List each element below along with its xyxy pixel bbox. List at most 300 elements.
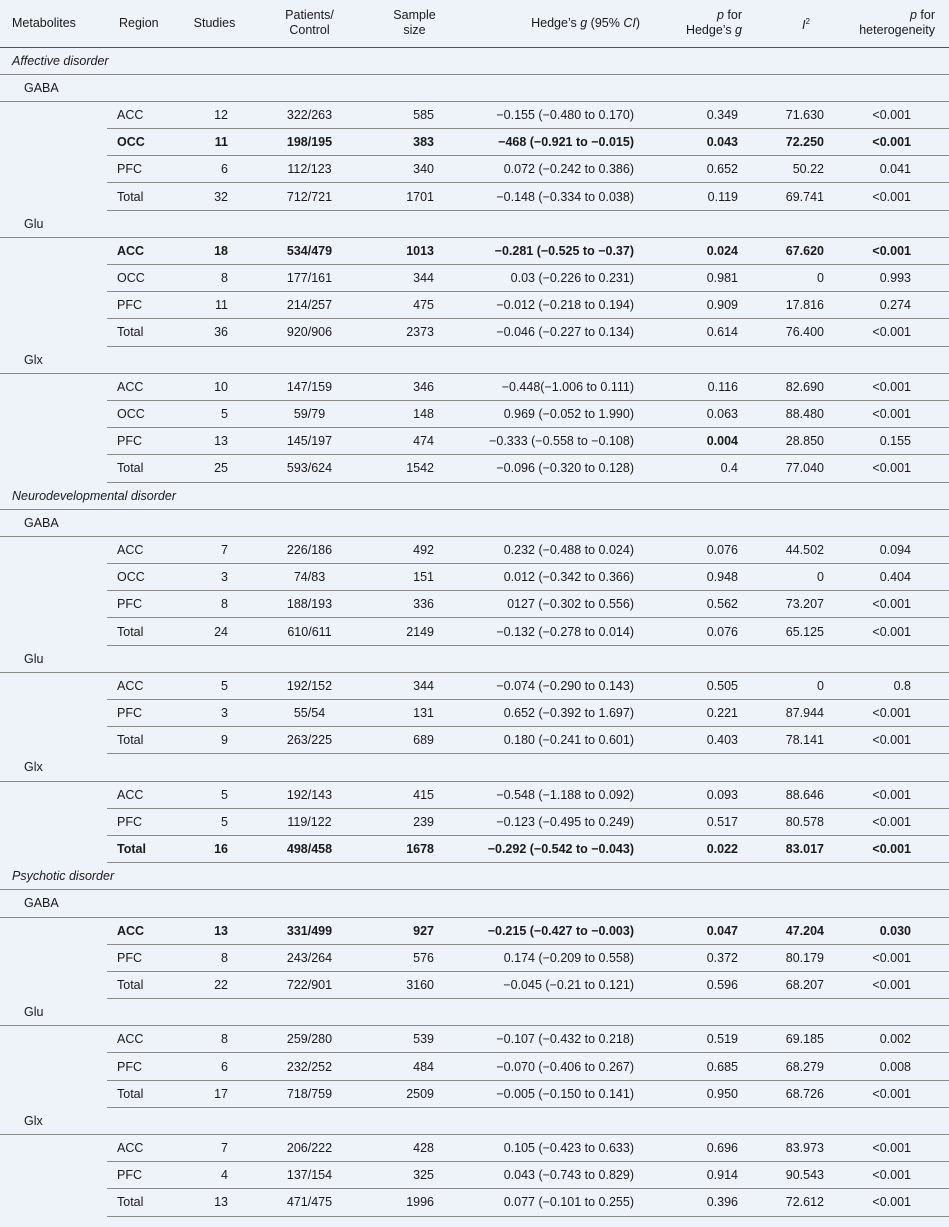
cell-i2: 67.620 xyxy=(762,237,850,264)
cell-metabolite xyxy=(0,1162,107,1189)
cell-metabolite xyxy=(0,564,107,591)
cell-region: Total xyxy=(107,835,177,862)
disorder-group-row xyxy=(0,47,949,74)
cell-patients-control: 712/721 xyxy=(252,183,367,210)
cell-patients-control: 119/122 xyxy=(252,808,367,835)
cell-region: OCC xyxy=(107,129,177,156)
cell-sample-size: 539 xyxy=(367,1026,462,1053)
cell-patients-control: 192/143 xyxy=(252,781,367,808)
cell-metabolite xyxy=(0,672,107,699)
cell-p-heterogeneity: 0.002 xyxy=(850,1026,949,1053)
cell-sample-size: 239 xyxy=(367,808,462,835)
cell-p-hedges: 0.349 xyxy=(670,101,762,128)
cell-hedges-g: −0.155 (−0.480 to 0.170) xyxy=(462,101,670,128)
cell-sample-size: 428 xyxy=(367,1135,462,1162)
cell-studies: 8 xyxy=(177,944,252,971)
metabolite-row xyxy=(0,1107,949,1134)
cell-region: OCC xyxy=(107,400,177,427)
cell-i2: 65.125 xyxy=(762,618,850,645)
cell-i2: 69.741 xyxy=(762,183,850,210)
table-row xyxy=(0,319,949,346)
cell-i2: 76.400 xyxy=(762,319,850,346)
cell-patients-control: 322/263 xyxy=(252,101,367,128)
cell-studies: 10 xyxy=(177,373,252,400)
cell-sample-size: 576 xyxy=(367,944,462,971)
cell-hedges-g: −0.012 (−0.218 to 0.194) xyxy=(462,292,670,319)
col-sample-size: Sample size xyxy=(367,0,462,47)
cell-region: PFC xyxy=(107,700,177,727)
cell-p-hedges: 0.652 xyxy=(670,156,762,183)
cell-p-heterogeneity: <0.001 xyxy=(850,373,949,400)
cell-hedges-g: 0.043 (−0.743 to 0.829) xyxy=(462,1162,670,1189)
disorder-group-row xyxy=(0,863,949,890)
cell-studies: 5 xyxy=(177,781,252,808)
cell-sample-size: 3160 xyxy=(367,971,462,998)
cell-p-heterogeneity: <0.001 xyxy=(850,129,949,156)
cell-hedges-g: −0.046 (−0.227 to 0.134) xyxy=(462,319,670,346)
cell-metabolite xyxy=(0,808,107,835)
cell-studies: 5 xyxy=(177,808,252,835)
col-patients-control: Patients/ Control xyxy=(252,0,367,47)
cell-hedges-g: −468 (−0.921 to −0.015) xyxy=(462,129,670,156)
cell-p-hedges: 0.909 xyxy=(670,292,762,319)
cell-hedges-g: 0.077 (−0.101 to 0.255) xyxy=(462,1189,670,1216)
cell-i2: 50.22 xyxy=(762,156,850,183)
cell-patients-control: 534/479 xyxy=(252,237,367,264)
cell-p-heterogeneity: <0.001 xyxy=(850,1162,949,1189)
cell-p-hedges: 0.981 xyxy=(670,265,762,292)
cell-p-hedges: 0.614 xyxy=(670,319,762,346)
cell-sample-size: 151 xyxy=(367,564,462,591)
cell-sample-size: 1701 xyxy=(367,183,462,210)
cell-hedges-g: −0.123 (−0.495 to 0.249) xyxy=(462,808,670,835)
cell-metabolite xyxy=(0,1053,107,1080)
cell-i2: 90.543 xyxy=(762,1162,850,1189)
cell-sample-size: 2149 xyxy=(367,618,462,645)
table-row xyxy=(0,455,949,482)
cell-studies: 22 xyxy=(177,971,252,998)
table-row xyxy=(0,944,949,971)
cell-metabolite xyxy=(0,265,107,292)
cell-patients-control: 226/186 xyxy=(252,536,367,563)
cell-p-hedges: 0.596 xyxy=(670,971,762,998)
cell-sample-size: 415 xyxy=(367,781,462,808)
col-i2: $I^2$ xyxy=(762,0,850,47)
cell-p-hedges: 0.914 xyxy=(670,1162,762,1189)
col-hedges-g: Hedge’s g (95% CI) xyxy=(462,0,670,47)
cell-hedges-g: 0.012 (−0.342 to 0.366) xyxy=(462,564,670,591)
cell-metabolite xyxy=(0,727,107,754)
cell-patients-control: 610/611 xyxy=(252,618,367,645)
cell-p-heterogeneity: <0.001 xyxy=(850,618,949,645)
cell-patients-control: 263/225 xyxy=(252,727,367,754)
table-row xyxy=(0,183,949,210)
metabolite-row xyxy=(0,210,949,237)
cell-region: ACC xyxy=(107,781,177,808)
cell-i2: 88.480 xyxy=(762,400,850,427)
cell-patients-control: 498/458 xyxy=(252,835,367,862)
table-row xyxy=(0,400,949,427)
cell-i2: 68.279 xyxy=(762,1053,850,1080)
cell-metabolite xyxy=(0,319,107,346)
cell-metabolite xyxy=(0,292,107,319)
cell-studies: 8 xyxy=(177,591,252,618)
table-row xyxy=(0,835,949,862)
cell-hedges-g: 0.105 (−0.423 to 0.633) xyxy=(462,1135,670,1162)
cell-p-heterogeneity: <0.001 xyxy=(850,455,949,482)
cell-p-hedges: 0.396 xyxy=(670,1189,762,1216)
cell-metabolite xyxy=(0,1189,107,1216)
cell-studies: 6 xyxy=(177,1053,252,1080)
cell-region: PFC xyxy=(107,591,177,618)
metabolite-label: Glu xyxy=(0,210,949,237)
table-row xyxy=(0,564,949,591)
table-row xyxy=(0,1135,949,1162)
cell-studies: 3 xyxy=(177,564,252,591)
cell-i2: 80.179 xyxy=(762,944,850,971)
disorder-group-row xyxy=(0,482,949,509)
cell-p-heterogeneity: <0.001 xyxy=(850,1189,949,1216)
cell-metabolite xyxy=(0,129,107,156)
cell-metabolite xyxy=(0,536,107,563)
cell-patients-control: 206/222 xyxy=(252,1135,367,1162)
metabolite-row xyxy=(0,999,949,1026)
cell-studies: 4 xyxy=(177,1162,252,1189)
cell-patients-control: 259/280 xyxy=(252,1026,367,1053)
cell-region: Total xyxy=(107,618,177,645)
table-row xyxy=(0,428,949,455)
cell-p-heterogeneity: <0.001 xyxy=(850,727,949,754)
cell-region: ACC xyxy=(107,101,177,128)
cell-patients-control: 232/252 xyxy=(252,1053,367,1080)
cell-sample-size: 148 xyxy=(367,400,462,427)
cell-hedges-g: −0.292 (−0.542 to −0.043) xyxy=(462,835,670,862)
cell-p-hedges: 0.024 xyxy=(670,237,762,264)
cell-p-hedges: 0.076 xyxy=(670,536,762,563)
cell-sample-size: 1542 xyxy=(367,455,462,482)
cell-p-hedges: 0.4 xyxy=(670,455,762,482)
table-row xyxy=(0,672,949,699)
table-row xyxy=(0,373,949,400)
cell-i2: 0 xyxy=(762,564,850,591)
table-row xyxy=(0,591,949,618)
cell-region: Total xyxy=(107,971,177,998)
cell-p-hedges: 0.022 xyxy=(670,835,762,862)
cell-patients-control: 137/154 xyxy=(252,1162,367,1189)
cell-sample-size: 474 xyxy=(367,428,462,455)
cell-patients-control: 471/475 xyxy=(252,1189,367,1216)
cell-studies: 17 xyxy=(177,1080,252,1107)
cell-metabolite xyxy=(0,156,107,183)
cell-i2: 0 xyxy=(762,672,850,699)
cell-metabolite xyxy=(0,400,107,427)
cell-p-heterogeneity: 0.030 xyxy=(850,917,949,944)
cell-hedges-g: −0.215 (−0.427 to −0.003) xyxy=(462,917,670,944)
cell-p-heterogeneity: <0.001 xyxy=(850,400,949,427)
cell-p-heterogeneity: 0.8 xyxy=(850,672,949,699)
metabolite-row xyxy=(0,645,949,672)
table-row xyxy=(0,237,949,264)
cell-p-hedges: 0.685 xyxy=(670,1053,762,1080)
cell-hedges-g: −0.281 (−0.525 to −0.37) xyxy=(462,237,670,264)
cell-p-hedges: 0.221 xyxy=(670,700,762,727)
cell-p-heterogeneity: <0.001 xyxy=(850,183,949,210)
cell-i2: 78.141 xyxy=(762,727,850,754)
cell-metabolite xyxy=(0,1026,107,1053)
table-row xyxy=(0,265,949,292)
cell-region: Total xyxy=(107,319,177,346)
cell-i2: 83.973 xyxy=(762,1135,850,1162)
metabolite-label: GABA xyxy=(0,890,949,917)
cell-studies: 9 xyxy=(177,727,252,754)
cell-i2: 82.690 xyxy=(762,373,850,400)
cell-patients-control: 718/759 xyxy=(252,1080,367,1107)
cell-p-heterogeneity: <0.001 xyxy=(850,1080,949,1107)
disorder-label: Neurodevelopmental disorder xyxy=(0,482,949,509)
col-studies: Studies xyxy=(177,0,252,47)
cell-hedges-g: −0.070 (−0.406 to 0.267) xyxy=(462,1053,670,1080)
cell-p-hedges: 0.403 xyxy=(670,727,762,754)
cell-patients-control: 59/79 xyxy=(252,400,367,427)
cell-hedges-g: −0.132 (−0.278 to 0.014) xyxy=(462,618,670,645)
cell-i2: 47.204 xyxy=(762,917,850,944)
cell-p-hedges: 0.519 xyxy=(670,1026,762,1053)
cell-sample-size: 492 xyxy=(367,536,462,563)
cell-region: ACC xyxy=(107,536,177,563)
cell-p-hedges: 0.119 xyxy=(670,183,762,210)
cell-p-heterogeneity: <0.001 xyxy=(850,808,949,835)
table-row xyxy=(0,700,949,727)
cell-sample-size: 585 xyxy=(367,101,462,128)
col-metabolites: Metabolites xyxy=(0,0,107,47)
cell-patients-control: 331/499 xyxy=(252,917,367,944)
cell-sample-size: 344 xyxy=(367,672,462,699)
cell-sample-size: 1678 xyxy=(367,835,462,862)
cell-studies: 24 xyxy=(177,618,252,645)
metabolite-row xyxy=(0,74,949,101)
cell-hedges-g: −0.448(−1.006 to 0.111) xyxy=(462,373,670,400)
cell-p-hedges: 0.043 xyxy=(670,129,762,156)
table-row xyxy=(0,727,949,754)
cell-i2: 88.646 xyxy=(762,781,850,808)
cell-hedges-g: −0.548 (−1.188 to 0.092) xyxy=(462,781,670,808)
cell-region: ACC xyxy=(107,672,177,699)
cell-p-hedges: 0.505 xyxy=(670,672,762,699)
table-header xyxy=(0,0,949,47)
metabolite-row xyxy=(0,890,949,917)
cell-i2: 71.630 xyxy=(762,101,850,128)
cell-sample-size: 344 xyxy=(367,265,462,292)
cell-p-hedges: 0.517 xyxy=(670,808,762,835)
table-row xyxy=(0,1189,949,1216)
cell-region: ACC xyxy=(107,373,177,400)
cell-sample-size: 336 xyxy=(367,591,462,618)
cell-p-heterogeneity: <0.001 xyxy=(850,971,949,998)
cell-sample-size: 1013 xyxy=(367,237,462,264)
table-row xyxy=(0,1026,949,1053)
cell-i2: 17.816 xyxy=(762,292,850,319)
table-row xyxy=(0,971,949,998)
cell-i2: 44.502 xyxy=(762,536,850,563)
cell-region: Total xyxy=(107,1189,177,1216)
table-row xyxy=(0,536,949,563)
cell-sample-size: 2373 xyxy=(367,319,462,346)
cell-hedges-g: 0127 (−0.302 to 0.556) xyxy=(462,591,670,618)
cell-region: PFC xyxy=(107,944,177,971)
cell-p-heterogeneity: <0.001 xyxy=(850,835,949,862)
cell-p-hedges: 0.372 xyxy=(670,944,762,971)
table-row xyxy=(0,1053,949,1080)
disorder-label: Psychotic disorder xyxy=(0,863,949,890)
cell-metabolite xyxy=(0,428,107,455)
cell-metabolite xyxy=(0,944,107,971)
cell-p-hedges: 0.047 xyxy=(670,917,762,944)
cell-studies: 8 xyxy=(177,265,252,292)
cell-region: ACC xyxy=(107,1135,177,1162)
metabolite-label: Glx xyxy=(0,1107,949,1134)
cell-p-heterogeneity: <0.001 xyxy=(850,944,949,971)
cell-p-heterogeneity: <0.001 xyxy=(850,591,949,618)
cell-p-heterogeneity: <0.001 xyxy=(850,1135,949,1162)
table-row xyxy=(0,917,949,944)
cell-sample-size: 340 xyxy=(367,156,462,183)
cell-i2: 28.850 xyxy=(762,428,850,455)
disorder-label: Affective disorder xyxy=(0,47,949,74)
cell-region: Total xyxy=(107,455,177,482)
cell-sample-size: 131 xyxy=(367,700,462,727)
cell-p-heterogeneity: 0.404 xyxy=(850,564,949,591)
cell-hedges-g: 0.072 (−0.242 to 0.386) xyxy=(462,156,670,183)
cell-sample-size: 927 xyxy=(367,917,462,944)
cell-hedges-g: 0.232 (−0.488 to 0.024) xyxy=(462,536,670,563)
cell-p-heterogeneity: <0.001 xyxy=(850,319,949,346)
cell-patients-control: 920/906 xyxy=(252,319,367,346)
cell-i2: 83.017 xyxy=(762,835,850,862)
table-row xyxy=(0,1162,949,1189)
cell-studies: 32 xyxy=(177,183,252,210)
cell-metabolite xyxy=(0,237,107,264)
cell-studies: 16 xyxy=(177,835,252,862)
cell-hedges-g: −0.074 (−0.290 to 0.143) xyxy=(462,672,670,699)
cell-p-heterogeneity: 0.274 xyxy=(850,292,949,319)
cell-hedges-g: 0.03 (−0.226 to 0.231) xyxy=(462,265,670,292)
table-row xyxy=(0,781,949,808)
cell-i2: 0 xyxy=(762,265,850,292)
cell-metabolite xyxy=(0,1080,107,1107)
metabolite-label: Glu xyxy=(0,645,949,672)
cell-patients-control: 145/197 xyxy=(252,428,367,455)
cell-p-hedges: 0.063 xyxy=(670,400,762,427)
cell-p-hedges: 0.696 xyxy=(670,1135,762,1162)
metabolite-row xyxy=(0,754,949,781)
cell-p-heterogeneity: 0.041 xyxy=(850,156,949,183)
cell-i2: 72.250 xyxy=(762,129,850,156)
cell-sample-size: 346 xyxy=(367,373,462,400)
cell-sample-size: 2509 xyxy=(367,1080,462,1107)
cell-region: PFC xyxy=(107,428,177,455)
table-row xyxy=(0,1080,949,1107)
cell-region: ACC xyxy=(107,917,177,944)
cell-metabolite xyxy=(0,591,107,618)
cell-metabolite xyxy=(0,1135,107,1162)
cell-studies: 6 xyxy=(177,156,252,183)
cell-p-heterogeneity: 0.155 xyxy=(850,428,949,455)
table-body xyxy=(0,47,949,1216)
cell-hedges-g: 0.969 (−0.052 to 1.990) xyxy=(462,400,670,427)
cell-hedges-g: −0.333 (−0.558 to −0.108) xyxy=(462,428,670,455)
cell-patients-control: 112/123 xyxy=(252,156,367,183)
cell-hedges-g: 0.180 (−0.241 to 0.601) xyxy=(462,727,670,754)
cell-metabolite xyxy=(0,917,107,944)
cell-metabolite xyxy=(0,183,107,210)
cell-studies: 5 xyxy=(177,672,252,699)
cell-studies: 8 xyxy=(177,1026,252,1053)
cell-p-heterogeneity: <0.001 xyxy=(850,700,949,727)
cell-patients-control: 214/257 xyxy=(252,292,367,319)
cell-metabolite xyxy=(0,101,107,128)
cell-region: PFC xyxy=(107,292,177,319)
metabolite-label: Glx xyxy=(0,754,949,781)
cell-patients-control: 55/54 xyxy=(252,700,367,727)
cell-p-hedges: 0.562 xyxy=(670,591,762,618)
cell-studies: 7 xyxy=(177,1135,252,1162)
cell-region: PFC xyxy=(107,1162,177,1189)
cell-sample-size: 484 xyxy=(367,1053,462,1080)
cell-p-hedges: 0.948 xyxy=(670,564,762,591)
cell-patients-control: 74/83 xyxy=(252,564,367,591)
cell-patients-control: 192/152 xyxy=(252,672,367,699)
table-row xyxy=(0,101,949,128)
table-row xyxy=(0,156,949,183)
cell-studies: 11 xyxy=(177,292,252,319)
cell-patients-control: 177/161 xyxy=(252,265,367,292)
metabolite-row xyxy=(0,346,949,373)
cell-metabolite xyxy=(0,455,107,482)
cell-metabolite xyxy=(0,971,107,998)
cell-region: Total xyxy=(107,183,177,210)
cell-metabolite xyxy=(0,781,107,808)
cell-region: ACC xyxy=(107,1026,177,1053)
cell-patients-control: 188/193 xyxy=(252,591,367,618)
cell-region: PFC xyxy=(107,1053,177,1080)
cell-i2: 72.612 xyxy=(762,1189,850,1216)
cell-i2: 73.207 xyxy=(762,591,850,618)
cell-studies: 5 xyxy=(177,400,252,427)
table-row xyxy=(0,292,949,319)
cell-sample-size: 1996 xyxy=(367,1189,462,1216)
cell-p-heterogeneity: <0.001 xyxy=(850,101,949,128)
cell-i2: 68.726 xyxy=(762,1080,850,1107)
cell-studies: 13 xyxy=(177,1189,252,1216)
table-row xyxy=(0,808,949,835)
cell-region: Total xyxy=(107,1080,177,1107)
cell-p-heterogeneity: <0.001 xyxy=(850,237,949,264)
cell-p-heterogeneity: <0.001 xyxy=(850,781,949,808)
cell-studies: 3 xyxy=(177,700,252,727)
cell-hedges-g: −0.096 (−0.320 to 0.128) xyxy=(462,455,670,482)
cell-hedges-g: −0.005 (−0.150 to 0.141) xyxy=(462,1080,670,1107)
cell-patients-control: 593/624 xyxy=(252,455,367,482)
cell-sample-size: 325 xyxy=(367,1162,462,1189)
cell-hedges-g: 0.174 (−0.209 to 0.558) xyxy=(462,944,670,971)
cell-studies: 12 xyxy=(177,101,252,128)
cell-metabolite xyxy=(0,700,107,727)
cell-i2: 77.040 xyxy=(762,455,850,482)
cell-metabolite xyxy=(0,835,107,862)
cell-studies: 25 xyxy=(177,455,252,482)
cell-sample-size: 689 xyxy=(367,727,462,754)
cell-hedges-g: −0.045 (−0.21 to 0.121) xyxy=(462,971,670,998)
